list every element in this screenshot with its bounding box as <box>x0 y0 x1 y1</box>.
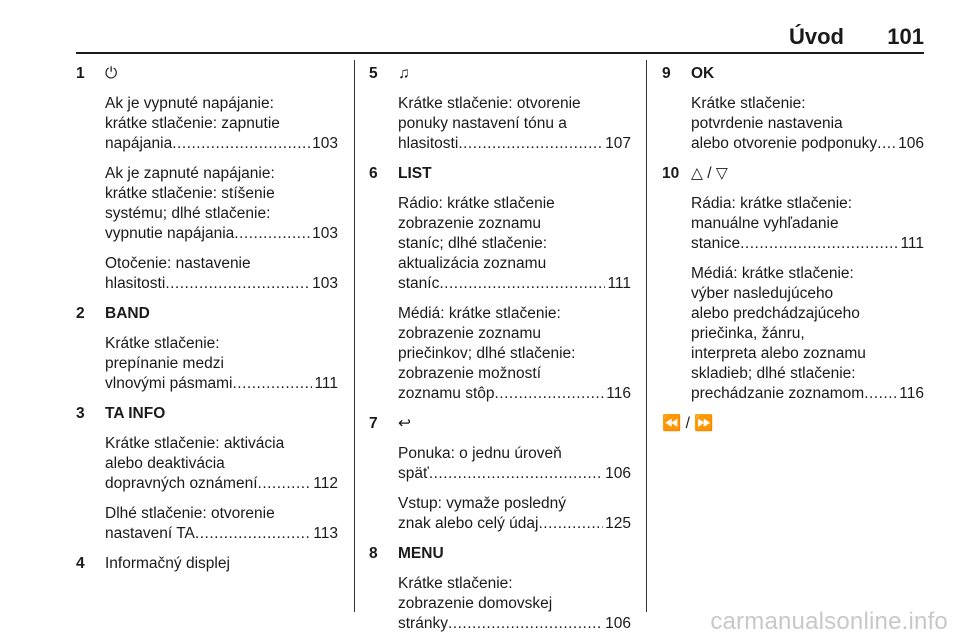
ref-text: hlasitosti <box>398 135 459 152</box>
entry-paragraph <box>398 194 631 294</box>
text-line: alebo deaktivácia <box>105 455 225 472</box>
ref-page: 107 <box>605 135 631 152</box>
entry-7 <box>369 414 631 534</box>
ref-page: 113 <box>313 525 338 542</box>
entry-paragraph <box>105 434 338 494</box>
page-reference[interactable] <box>105 134 338 154</box>
ref-text: dopravných oznámení <box>105 475 258 492</box>
entry-paragraph <box>105 164 338 244</box>
page-reference[interactable] <box>105 474 338 494</box>
entry-number: 7 <box>369 415 378 432</box>
entry-paragraph <box>105 254 338 294</box>
page-reference[interactable] <box>398 514 631 534</box>
ref-page: 103 <box>312 225 338 242</box>
entry-6 <box>369 164 631 404</box>
text-line: manuálne vyhľadanie <box>691 215 839 232</box>
entry-paragraph <box>105 504 338 544</box>
page-header <box>76 24 924 54</box>
button-label: LIST <box>398 165 432 182</box>
entry-paragraph <box>398 494 631 534</box>
text-line: Ak je zapnuté napájanie: <box>105 165 275 182</box>
text-line: ponuky nastavení tónu a <box>398 115 567 132</box>
page-reference[interactable] <box>398 384 631 404</box>
text-line: Rádio: krátke stlačenie <box>398 195 555 212</box>
ref-page: 111 <box>314 375 338 392</box>
text-line: potvrdenie nastavenia <box>691 115 843 132</box>
text-line: Vstup: vymaže posledný <box>398 495 567 512</box>
text-line: zobrazenie možností <box>398 365 542 382</box>
entry-paragraph <box>398 94 631 154</box>
entry-number: 8 <box>369 545 378 562</box>
text-line: krátke stlačenie: zapnutie <box>105 115 280 132</box>
text-line: Krátke stlačenie: aktivácia <box>105 435 285 452</box>
column-3 <box>662 64 924 444</box>
ref-text: stránky <box>398 615 448 632</box>
ref-page: 112 <box>313 475 338 492</box>
page-reference[interactable] <box>691 234 924 254</box>
ref-page: 116 <box>899 385 924 402</box>
ref-page: 111 <box>900 235 924 252</box>
entry-2 <box>76 304 338 394</box>
text-line: výber nasledujúceho <box>691 285 834 302</box>
column-1 <box>76 64 338 584</box>
entry-number: 9 <box>662 65 671 82</box>
text-line: systému; dlhé stlačenie: <box>105 205 271 222</box>
music-note-icon: ♫ <box>398 65 410 82</box>
text-line: zobrazenie zoznamu <box>398 215 542 232</box>
text-line: alebo predchádzajúceho <box>691 305 860 322</box>
entry-number: 3 <box>76 405 85 422</box>
ref-page: 125 <box>605 515 631 532</box>
text-line: priečinkov; dlhé stlačenie: <box>398 345 576 362</box>
entry-paragraph <box>105 334 338 394</box>
entry-number: 2 <box>76 305 85 322</box>
ref-text: vypnutie napájania <box>105 225 235 242</box>
entry-8 <box>369 544 631 634</box>
entry-number: 1 <box>76 65 85 82</box>
entry-number: 4 <box>76 555 85 572</box>
entry-1 <box>76 64 338 294</box>
ref-page: 103 <box>312 135 338 152</box>
text-line: zobrazenie zoznamu <box>398 325 542 342</box>
page-reference[interactable] <box>691 134 924 154</box>
ref-text: stanice <box>691 235 741 252</box>
entry-9 <box>662 64 924 154</box>
ref-text: napájania <box>105 135 173 152</box>
column-divider-2 <box>646 60 647 612</box>
ref-text: hlasitosti <box>105 275 166 292</box>
ref-page: 106 <box>898 135 924 152</box>
power-icon: ⏻ <box>105 65 118 82</box>
ref-text: nastavení TA <box>105 525 195 542</box>
entry-paragraph <box>398 444 631 484</box>
entry-paragraph <box>398 304 631 404</box>
ref-page: 103 <box>312 275 338 292</box>
text-line: staníc; dlhé stlačenie: <box>398 235 548 252</box>
button-label: TA INFO <box>105 405 166 422</box>
ref-page: 111 <box>607 275 631 292</box>
entry-paragraph <box>691 264 924 404</box>
page-reference[interactable] <box>691 384 924 404</box>
text-line: Médiá: krátke stlačenie: <box>398 305 561 322</box>
column-divider-1 <box>354 60 355 612</box>
text-line: Krátke stlačenie: otvorenie <box>398 95 581 112</box>
page-reference[interactable] <box>105 224 338 244</box>
text-line: aktualizácia zoznamu <box>398 255 547 272</box>
entry-paragraph <box>691 194 924 254</box>
page-reference[interactable] <box>105 524 338 544</box>
entry-5 <box>369 64 631 154</box>
text-line: krátke stlačenie: stíšenie <box>105 185 275 202</box>
page-reference[interactable] <box>105 374 338 394</box>
text-line: Ponuka: o jednu úroveň <box>398 445 562 462</box>
ref-page: 106 <box>605 615 631 632</box>
ref-text: vlnovými pásmami <box>105 375 233 392</box>
ref-text: prechádzanie zoznamom <box>691 385 865 402</box>
button-label: BAND <box>105 305 150 322</box>
back-arrow-icon: ↩ <box>398 415 411 432</box>
text-line: Krátke stlačenie: <box>105 335 220 352</box>
entry-paragraph <box>398 574 631 634</box>
text-line: Krátke stlačenie: <box>398 575 513 592</box>
text-line: priečinka, žánru, <box>691 325 805 342</box>
ref-text: zoznamu stôp <box>398 385 495 402</box>
entry-paragraph <box>691 94 924 154</box>
entry-paragraph <box>105 94 338 154</box>
text-line: Ak je vypnuté napájanie: <box>105 95 274 112</box>
entry-3 <box>76 404 338 544</box>
entry-number: 5 <box>369 65 378 82</box>
entry-text: Informačný displej <box>105 555 230 572</box>
ref-text: späť <box>398 465 429 482</box>
column-2 <box>369 64 631 644</box>
text-line: prepínanie medzi <box>105 355 224 372</box>
page-reference[interactable] <box>398 274 631 294</box>
ref-page: 106 <box>605 465 631 482</box>
ref-text: staníc <box>398 275 440 292</box>
entry-11 <box>662 414 924 434</box>
ref-page: 116 <box>606 385 631 402</box>
header-rule <box>76 52 924 54</box>
entry-number: 10 <box>662 165 680 182</box>
up-down-triangle-icon: △ / ▽ <box>691 165 728 182</box>
page-reference[interactable] <box>398 134 631 154</box>
button-label: OK <box>691 65 715 82</box>
ref-text: znak alebo celý údaj <box>398 515 539 532</box>
text-line: interpreta alebo zoznamu <box>691 345 866 362</box>
entry-4 <box>76 554 338 574</box>
button-label: MENU <box>398 545 444 562</box>
entry-10 <box>662 164 924 404</box>
text-line: zobrazenie domovskej <box>398 595 553 612</box>
watermark: carmanualsonline.info <box>710 608 948 635</box>
ref-text: alebo otvorenie podponuky <box>691 135 878 152</box>
page-reference[interactable] <box>398 464 631 484</box>
page-title: Úvod <box>789 24 844 49</box>
text-line: Rádia: krátke stlačenie: <box>691 195 853 212</box>
text-line: Krátke stlačenie: <box>691 95 806 112</box>
page-reference[interactable] <box>398 614 631 634</box>
rewind-forward-icon: ⏪ / ⏩ <box>662 415 714 432</box>
page-reference[interactable] <box>105 274 338 294</box>
text-line: Médiá: krátke stlačenie: <box>691 265 854 282</box>
entry-number: 6 <box>369 165 378 182</box>
text-line: Otočenie: nastavenie <box>105 255 251 272</box>
text-line: Dlhé stlačenie: otvorenie <box>105 505 275 522</box>
page-number: 101 <box>887 24 924 49</box>
text-line: skladieb; dlhé stlačenie: <box>691 365 856 382</box>
